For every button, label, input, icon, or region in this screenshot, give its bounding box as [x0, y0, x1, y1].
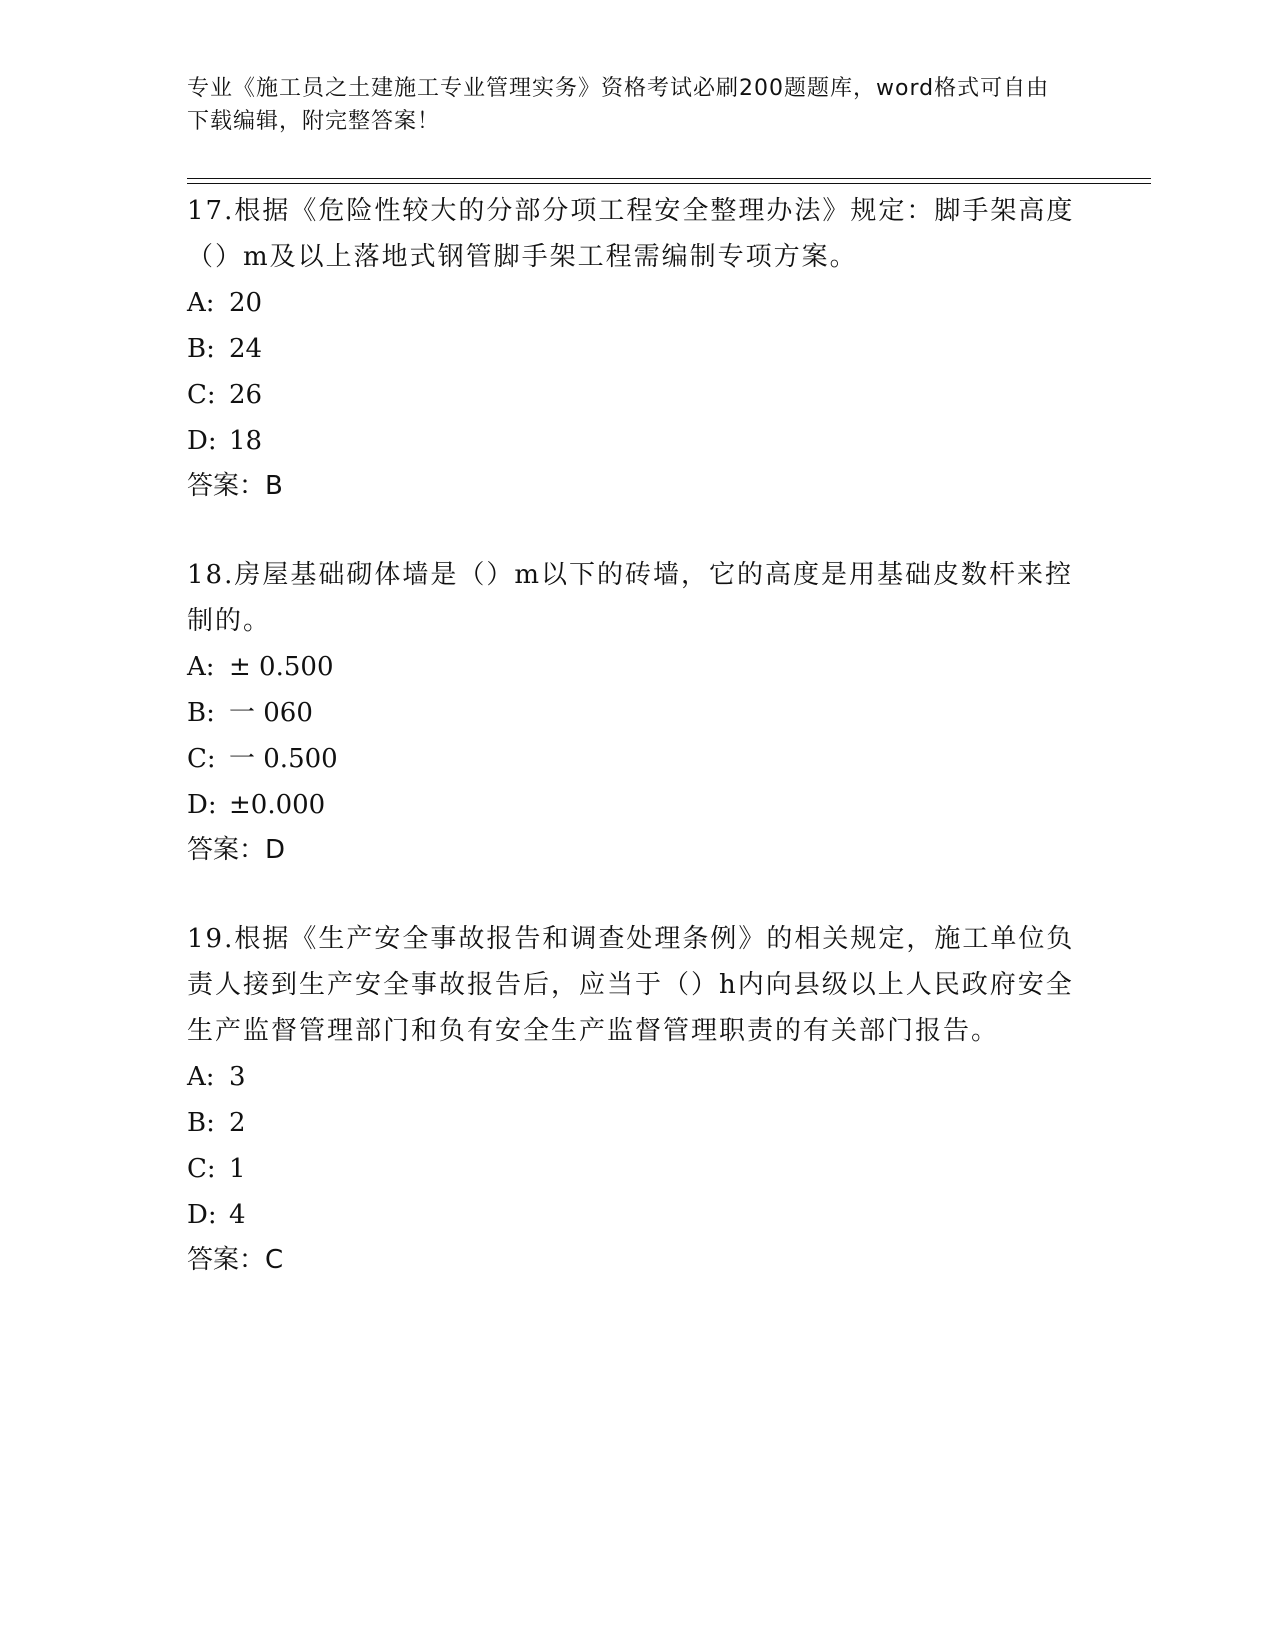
question-18 — [187, 552, 1087, 872]
option-letter: B: — [187, 698, 215, 728]
option-text: 4 — [229, 1200, 246, 1230]
option-d — [187, 418, 1087, 464]
option-text: 20 — [229, 288, 263, 318]
answer-line: 答案：C — [187, 1245, 284, 1275]
option-text: 18 — [229, 426, 263, 456]
option-text: 2 — [229, 1108, 246, 1138]
question-stem: 17.根据《危险性较大的分部分项工程安全整理办法》规定：脚手架高度（）m及以上落地式钢管脚手架工程需编制专项方案。 — [187, 196, 1075, 272]
question-stem: 18.房屋基础砌体墙是（）m以下的砖墙，它的高度是用基础皮数杆来控制的。 — [187, 560, 1074, 636]
option-letter: C: — [187, 1154, 216, 1184]
option-a — [187, 280, 1087, 326]
option-text: 1 — [229, 1154, 246, 1184]
question-17 — [187, 188, 1087, 508]
question-19 — [187, 916, 1087, 1282]
option-letter: C: — [187, 380, 216, 410]
option-c — [187, 372, 1087, 418]
option-text: 3 — [229, 1062, 246, 1092]
option-letter: D: — [187, 790, 217, 820]
option-text: 一 060 — [229, 698, 313, 728]
option-letter: B: — [187, 334, 215, 364]
header-divider-bottom — [187, 183, 1151, 184]
option-letter: A: — [187, 288, 215, 318]
option-b — [187, 1100, 1087, 1146]
option-a — [187, 1054, 1087, 1100]
option-letter: A: — [187, 652, 215, 682]
option-letter: D: — [187, 1200, 217, 1230]
header-divider-top — [187, 178, 1151, 179]
option-d — [187, 782, 1087, 828]
option-text: ±0.000 — [229, 790, 326, 820]
option-b — [187, 326, 1087, 372]
question-stem: 19.根据《生产安全事故报告和调查处理条例》的相关规定，施工单位负责人接到生产安全事故报告后，应当于（）h内向县级以上人民政府安全生产监督管理部门和负有安全生产监督管理职责的有关部门报告。 — [187, 924, 1075, 1046]
option-a — [187, 644, 1087, 690]
answer-line: 答案：B — [187, 471, 283, 501]
option-c — [187, 736, 1087, 782]
option-letter: B: — [187, 1108, 215, 1138]
option-d — [187, 1192, 1087, 1238]
option-c — [187, 1146, 1087, 1192]
option-letter: C: — [187, 744, 216, 774]
option-letter: D: — [187, 426, 217, 456]
option-text: ± 0.500 — [229, 652, 334, 682]
option-text: 一 0.500 — [229, 744, 338, 774]
option-letter: A: — [187, 1062, 215, 1092]
option-text: 26 — [229, 380, 263, 410]
option-text: 24 — [229, 334, 263, 364]
document-header: 专业《施工员之土建施工专业管理实务》资格考试必刷200题题库，word格式可自由下载编辑，附完整答案！ — [187, 76, 1050, 134]
answer-line: 答案：D — [187, 835, 286, 865]
option-b — [187, 690, 1087, 736]
